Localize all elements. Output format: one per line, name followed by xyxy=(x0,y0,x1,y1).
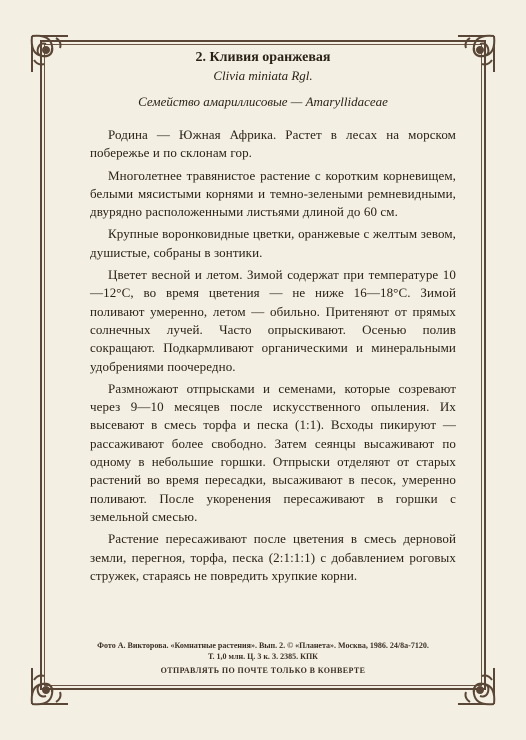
paragraph-homeland: Родина — Южная Африка. Растет в лесах на морском побережье и по склонам гор. xyxy=(90,127,456,161)
mailing-notice: ОТПРАВЛЯТЬ ПО ПОЧТЕ ТОЛЬКО В КОНВЕРТЕ xyxy=(160,666,366,675)
latin-name: Clivia miniata Rgl. xyxy=(213,68,313,83)
plant-family: Семейство амариллисовые — Amaryllidaceae xyxy=(138,94,388,109)
credit-line-1: Фото А. Викторова. «Комнатные растения». Вып. 2. © «Планета». Москва, 1986. 24/8а-7120. xyxy=(97,641,429,650)
publication-credits xyxy=(60,640,466,662)
plant-title: 2. Кливия оранжевая xyxy=(195,50,331,65)
paragraph-care: Цветет весной и летом. Зимой содержат при температуре 10—12°С, во время цветения — не ниже 16—18°С. Зимой поливают умеренно, летом — обильно. Притеняют от прямых солнечных лучей. Часто опрыскивают. Осенью полив сокращают. Подкармливают органическими и минеральными удобрениями поочередно. xyxy=(90,267,456,374)
paragraph-repotting: Растение пересаживают после цветения в смесь дерновой земли, перегноя, торфа, песка (2:1:1:1) с добавлением роговых стружек, стараясь не повредить хрупкие корни. xyxy=(90,531,456,583)
paragraph-flowers: Крупные воронковидные цветки, оранжевые с желтым зевом, душистые, собраны в зонтики. xyxy=(90,226,456,260)
description-text xyxy=(90,126,456,589)
paragraph-morphology: Многолетнее травянистое растение с коротким корневищем, белыми мясистыми корнями и темно-зелеными ремневидными, двурядно расположенными листьями длиной до 60 см. xyxy=(90,167,456,220)
paragraph-propagation: Размножают отпрысками и семенами, которые созревают через 9—10 месяцев после искусственного опыления. Их высевают в смесь торфа и песка (1:1). Всходы пикируют — рассаживают более свободно. Затем сеянцы высаживают по одному в небольшие горшки. Отпрыски отделяют от старых растений во время пересадки, высаживают в песок, умеренно поливают. После укоренения пересаживают в горшки с земельной смесью. xyxy=(90,380,456,524)
credit-line-2: Т. 1,0 млн. Ц. 3 к. З. 2385. КПК xyxy=(208,652,318,661)
